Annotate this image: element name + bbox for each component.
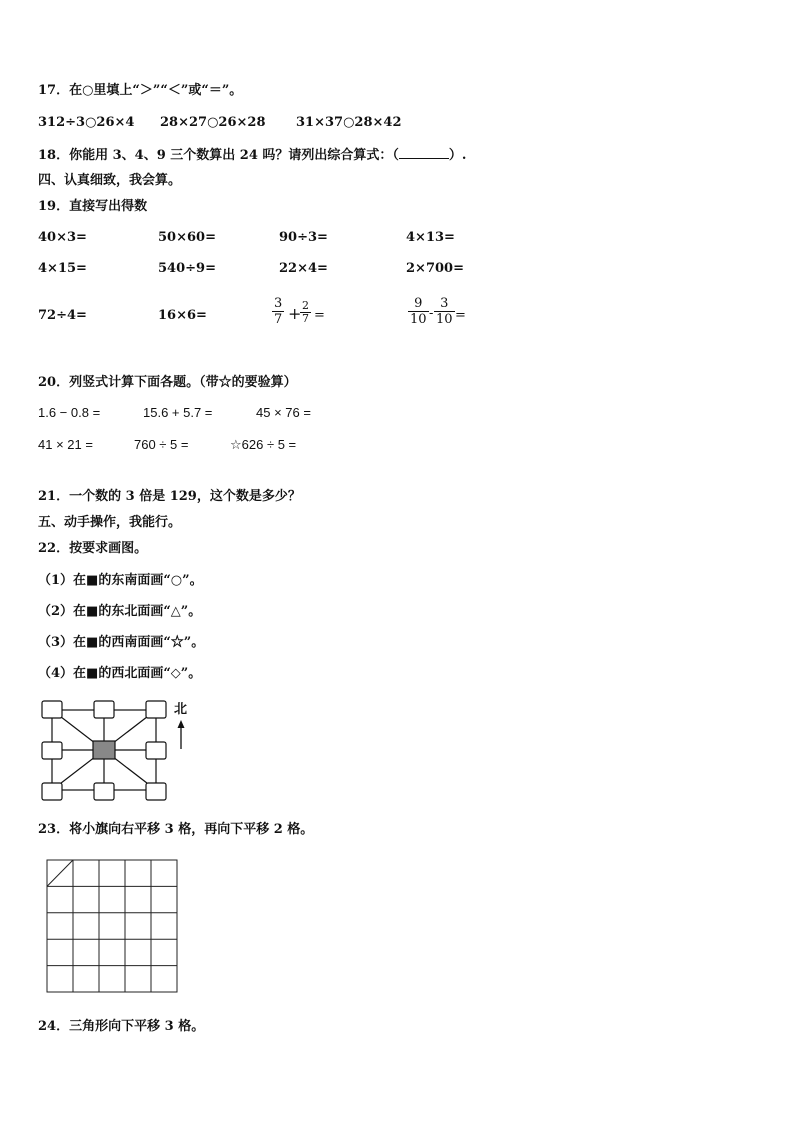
q19-frac2-op: - xyxy=(429,306,434,321)
q19-r2-c1: 4×15= xyxy=(38,261,87,276)
q18-title-post: ）. xyxy=(448,148,467,163)
q24-question: 24．三角形向下平移 3 格。 xyxy=(38,1019,205,1034)
direction-diagram xyxy=(38,697,198,805)
q19-r1-c1: 40×3= xyxy=(38,230,87,245)
diagram-box-se[interactable] xyxy=(146,783,166,800)
q18-answer-blank[interactable] xyxy=(399,146,449,159)
q22-item-4: （4）在■的西北面画“◇”。 xyxy=(38,666,202,681)
q18-question xyxy=(38,146,466,164)
flag-icon xyxy=(47,860,73,886)
q17-title: 17．在○里填上“＞”“＜”或“＝”。 xyxy=(38,83,243,98)
q20-r2-c3: ☆626 ÷ 5 = xyxy=(230,437,297,452)
q19-r3-c1: 72÷4= xyxy=(38,308,87,323)
diagram-box-e[interactable] xyxy=(146,742,166,759)
q19-r2-c3: 22×4= xyxy=(279,261,328,276)
q19-frac1-b: $\frac{2}{7}$ xyxy=(302,299,309,325)
q19-frac2-eq: = xyxy=(455,308,466,323)
north-label: 北 xyxy=(174,702,188,717)
q20-r1-c1: 1.6 − 0.8 = xyxy=(38,405,101,420)
q19-frac1-a: $\frac{3}{7}$ xyxy=(274,296,283,327)
q19-frac2-a: $\frac{9}{10}$ xyxy=(410,296,427,327)
diagram-box-nw[interactable] xyxy=(42,701,62,718)
q17-item-1: 312÷3○26×4 xyxy=(38,115,135,130)
q20-r2-c1: 41 × 21 = xyxy=(38,437,93,452)
grid-border xyxy=(47,860,177,992)
q19-r3-c2: 16×6= xyxy=(158,308,207,323)
q19-r2-c4: 2×700= xyxy=(406,261,464,276)
q20-r2-c2: 760 ÷ 5 = xyxy=(134,437,189,452)
q19-frac1-eq: = xyxy=(314,308,325,323)
q17-item-3: 31×37○28×42 xyxy=(296,115,402,130)
q22-item-1: （1）在■的东南面画“○”。 xyxy=(38,573,203,588)
q20-r1-c3: 45 × 76 = xyxy=(256,405,311,420)
q19-frac2-b: $\frac{3}{10}$ xyxy=(436,296,453,327)
diagram-box-sw[interactable] xyxy=(42,783,62,800)
diagram-box-w[interactable] xyxy=(42,742,62,759)
q19-r2-c2: 540÷9= xyxy=(158,261,216,276)
diagram-box-s[interactable] xyxy=(94,783,114,800)
north-arrow-icon xyxy=(178,720,185,749)
q22-item-3: （3）在■的西南面画“☆”。 xyxy=(38,635,205,650)
diagram-box-n[interactable] xyxy=(94,701,114,718)
q19-r1-c2: 50×60= xyxy=(158,230,216,245)
section-4-heading: 四、认真细致，我会算。 xyxy=(38,173,182,188)
q20-title: 20．列竖式计算下面各题。（带☆的要验算） xyxy=(38,375,297,390)
q22-item-2: （2）在■的东北面画“△”。 xyxy=(38,604,202,619)
section-5-heading: 五、动手操作，我能行。 xyxy=(38,515,182,530)
diagram-center-square xyxy=(93,741,115,759)
q19-title: 19．直接写出得数 xyxy=(38,199,148,214)
q20-r1-c2: 15.6 + 5.7 = xyxy=(143,405,213,420)
q18-title-pre: 18．你能用 3、4、9 三个数算出 24 吗？请列出综合算式：（ xyxy=(38,148,399,163)
q21-question: 21．一个数的 3 倍是 129，这个数是多少？ xyxy=(38,489,301,504)
q17-item-2: 28×27○26×28 xyxy=(160,115,266,130)
q19-frac1-op: + xyxy=(288,304,302,323)
diagram-box-ne[interactable] xyxy=(146,701,166,718)
q19-r1-c4: 4×13= xyxy=(406,230,455,245)
q22-title: 22．按要求画图。 xyxy=(38,541,148,556)
q23-question: 23．将小旗向右平移 3 格，再向下平移 2 格。 xyxy=(38,822,314,837)
flag-grid xyxy=(46,859,180,995)
q19-r1-c3: 90÷3= xyxy=(279,230,328,245)
